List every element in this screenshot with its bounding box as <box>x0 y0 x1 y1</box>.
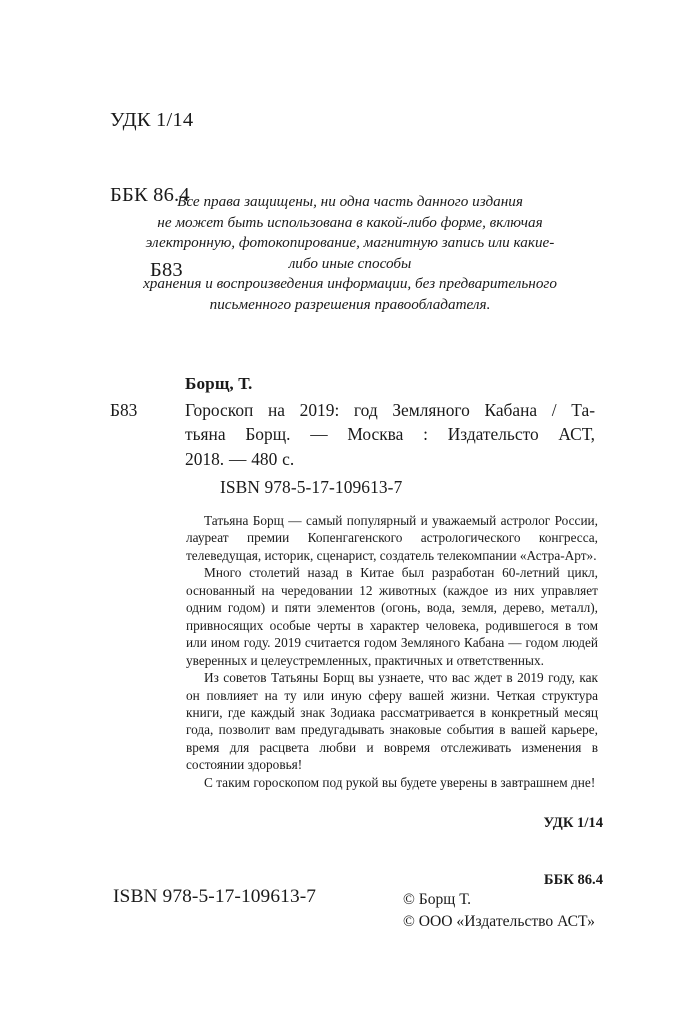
rights-line: электронную, фотокопирование, магнитную запись или какие- <box>145 234 555 252</box>
biblio-description <box>185 398 595 472</box>
bibliographic-record <box>110 372 595 500</box>
copyright-line-author: © Борщ Т. <box>403 891 472 908</box>
biblio-body <box>110 398 595 472</box>
author-mark-top: Б83 <box>150 259 183 281</box>
word: Земляного <box>392 399 470 420</box>
annotation-paragraph: Много столетий назад в Китае был разработан 60-летний цикл, основанный на чередовании 12 животных (каждое из них управляет одним годом) и пяти элементов (огонь, вода, земля, дерево, металл), привносящих особые черты в характер человека, родившегося в том или ином году. 2019 считается годом Земляного Кабана — годом людей уверенных и целеустремленных, практичных и ответственных. <box>186 565 598 668</box>
annotation-paragraph: Из советов Татьяны Борщ вы узнаете, что вас ждет в 2019 году, как он повлияет на ту или иную сферу вашей жизни. Четкая структура книги, где каждый знак Зодиака рассматривается в конкретный месяц года, позволит вам предугадывать знаковые события в вашей карьере, время для расцвета любви и вовремя отслеживать изменения в состоянии здоровья! <box>186 670 598 773</box>
biblio-description-line-1 <box>185 398 595 423</box>
biblio-author-heading: Борщ, Т. <box>185 374 253 393</box>
annotation-paragraph: С таким гороскопом под рукой вы будете уверены в завтрашнем дне! <box>204 774 596 790</box>
word: Кабана <box>484 399 538 420</box>
word: 2019: <box>299 399 340 420</box>
biblio-description-line-3: 2018. — 480 с. <box>185 448 295 469</box>
word: Гороскоп <box>185 399 254 420</box>
udk-code-bottom: УДК 1/14 <box>543 815 603 831</box>
word: тьяна <box>185 424 226 445</box>
rights-line: Все права защищены, ни одна часть данного издания <box>177 193 523 210</box>
copyright-line-publisher: © ООО «Издательство АСТ» <box>403 913 595 930</box>
word: Издательсто <box>447 424 539 445</box>
word: на <box>267 399 286 420</box>
rights-line: письменного разрешения правообладателя. <box>209 295 491 313</box>
word: / <box>551 399 557 420</box>
word: год <box>353 399 378 420</box>
biblio-isbn: ISBN 978-5-17-109613-7 <box>220 477 403 498</box>
udk-code-top: УДК 1/14 <box>110 109 194 131</box>
annotation-block <box>186 512 598 791</box>
rights-notice <box>100 192 600 316</box>
word: : <box>423 424 428 445</box>
word: Та- <box>571 399 595 420</box>
biblio-shelf-mark: Б83 <box>110 399 138 420</box>
word: АСТ, <box>558 424 595 445</box>
biblio-description-line-2 <box>185 422 595 447</box>
bbk-code-top: ББК 86.4 <box>110 184 190 206</box>
footer-isbn: ISBN 978-5-17-109613-7 <box>113 886 317 907</box>
rights-line: либо иные способы <box>288 254 412 272</box>
footer-copyright <box>403 889 595 933</box>
rights-line: хранения и воспроизведения информации, без предварительного <box>143 275 557 293</box>
word: — <box>310 424 328 445</box>
rights-line: не может быть использована в какой-либо форме, включая <box>157 213 543 231</box>
annotation-paragraph: Татьяна Борщ — самый популярный и уважаемый астролог России, лауреат премии Копенгагенского астрологического конгресса, телеведущая, историк, сценарист, создатель телекомпании «Астра-Арт». <box>186 513 598 563</box>
bbk-code-bottom: ББК 86.4 <box>543 872 603 888</box>
word: Борщ. <box>245 424 291 445</box>
word: Москва <box>347 424 404 445</box>
